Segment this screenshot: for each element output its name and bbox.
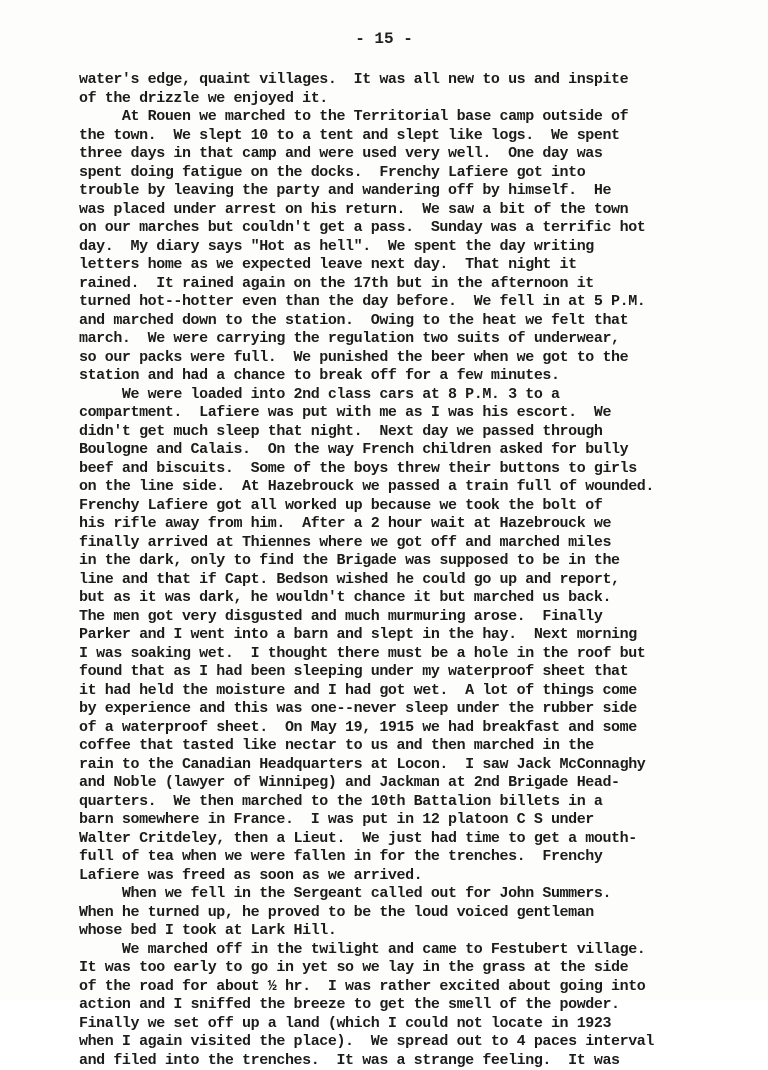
text-line: finally arrived at Thiennes where we got off and marched miles <box>79 534 729 553</box>
text-line: Parker and I went into a barn and slept in the hay. Next morning <box>79 626 729 645</box>
text-line: on our marches but couldn't get a pass. Sunday was a terrific hot <box>79 219 729 238</box>
text-line: trouble by leaving the party and wandering off by himself. He <box>79 182 729 201</box>
text-line: Boulogne and Calais. On the way French children asked for bully <box>79 441 729 460</box>
text-line: We were loaded into 2nd class cars at 8 P.M. 3 to a <box>79 386 729 405</box>
text-line: quarters. We then marched to the 10th Battalion billets in a <box>79 793 729 812</box>
text-line: on the line side. At Hazebrouck we passed a train full of wounded. <box>79 478 729 497</box>
text-line: station and had a chance to break off for a few minutes. <box>79 367 729 386</box>
text-line: and Noble (lawyer of Winnipeg) and Jackman at 2nd Brigade Head- <box>79 774 729 793</box>
text-line: in the dark, only to find the Brigade was supposed to be in the <box>79 552 729 571</box>
text-line: by experience and this was one--never sleep under the rubber side <box>79 700 729 719</box>
body-text <box>79 71 729 1070</box>
text-line: the town. We slept 10 to a tent and slept like logs. We spent <box>79 127 729 146</box>
text-line: Frenchy Lafiere got all worked up because we took the bolt of <box>79 497 729 516</box>
text-line: compartment. Lafiere was put with me as I was his escort. We <box>79 404 729 423</box>
text-line: it had held the moisture and I had got wet. A lot of things come <box>79 682 729 701</box>
page-number: - 15 - <box>0 30 768 48</box>
text-line: full of tea when we were fallen in for the trenches. Frenchy <box>79 848 729 867</box>
text-line: spent doing fatigue on the docks. Frenchy Lafiere got into <box>79 164 729 183</box>
text-line: At Rouen we marched to the Territorial base camp outside of <box>79 108 729 127</box>
text-line: of a waterproof sheet. On May 19, 1915 we had breakfast and some <box>79 719 729 738</box>
text-line: Walter Critdeley, then a Lieut. We just had time to get a mouth- <box>79 830 729 849</box>
text-line: so our packs were full. We punished the beer when we got to the <box>79 349 729 368</box>
text-line: Finally we set off up a land (which I could not locate in 1923 <box>79 1015 729 1034</box>
text-line: march. We were carrying the regulation two suits of underwear, <box>79 330 729 349</box>
text-line: rained. It rained again on the 17th but in the afternoon it <box>79 275 729 294</box>
text-line: beef and biscuits. Some of the boys threw their buttons to girls <box>79 460 729 479</box>
text-line: line and that if Capt. Bedson wished he could go up and report, <box>79 571 729 590</box>
text-line: and marched down to the station. Owing to the heat we felt that <box>79 312 729 331</box>
text-line: when I again visited the place). We spread out to 4 paces interval <box>79 1033 729 1052</box>
text-line: When he turned up, he proved to be the loud voiced gentleman <box>79 904 729 923</box>
text-line: of the road for about ½ hr. I was rather excited about going into <box>79 978 729 997</box>
text-line: day. My diary says "Hot as hell". We spent the day writing <box>79 238 729 257</box>
text-line: barn somewhere in France. I was put in 12 platoon C S under <box>79 811 729 830</box>
text-line: but as it was dark, he wouldn't chance it but marched us back. <box>79 589 729 608</box>
text-line: action and I sniffed the breeze to get the smell of the powder. <box>79 996 729 1015</box>
text-line: rain to the Canadian Headquarters at Locon. I saw Jack McConnaghy <box>79 756 729 775</box>
text-line: of the drizzle we enjoyed it. <box>79 90 729 109</box>
text-line: It was too early to go in yet so we lay in the grass at the side <box>79 959 729 978</box>
text-line: water's edge, quaint villages. It was all new to us and inspite <box>79 71 729 90</box>
text-line: found that as I had been sleeping under my waterproof sheet that <box>79 663 729 682</box>
text-line: didn't get much sleep that night. Next day we passed through <box>79 423 729 442</box>
text-line: The men got very disgusted and much murmuring arose. Finally <box>79 608 729 627</box>
text-line: three days in that camp and were used very well. One day was <box>79 145 729 164</box>
text-line: whose bed I took at Lark Hill. <box>79 922 729 941</box>
text-line: coffee that tasted like nectar to us and then marched in the <box>79 737 729 756</box>
text-line: letters home as we expected leave next day. That night it <box>79 256 729 275</box>
text-line: We marched off in the twilight and came to Festubert village. <box>79 941 729 960</box>
text-line: and filed into the trenches. It was a strange feeling. It was <box>79 1052 729 1070</box>
text-line: Lafiere was freed as soon as we arrived. <box>79 867 729 886</box>
text-line: I was soaking wet. I thought there must be a hole in the roof but <box>79 645 729 664</box>
text-line: was placed under arrest on his return. We saw a bit of the town <box>79 201 729 220</box>
text-line: When we fell in the Sergeant called out for John Summers. <box>79 885 729 904</box>
text-line: turned hot--hotter even than the day before. We fell in at 5 P.M. <box>79 293 729 312</box>
text-line: his rifle away from him. After a 2 hour wait at Hazebrouck we <box>79 515 729 534</box>
